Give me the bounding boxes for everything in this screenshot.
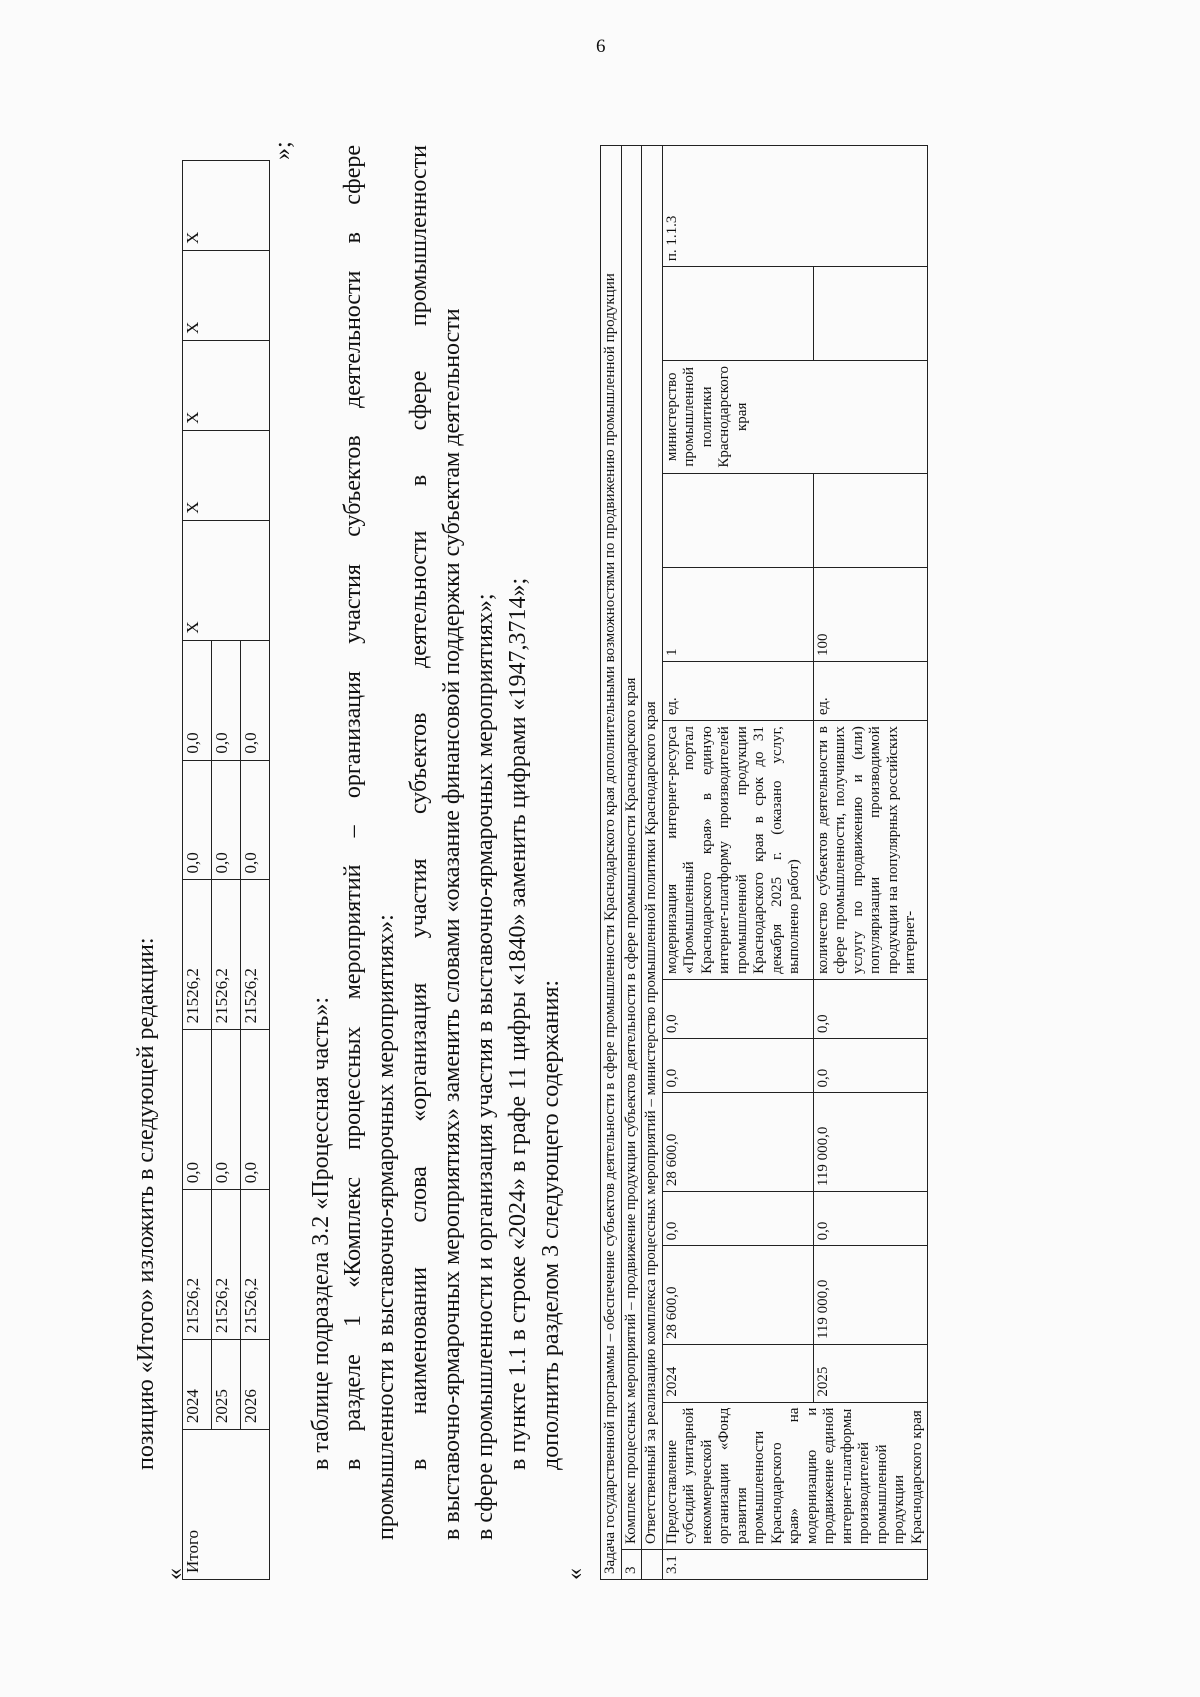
item-name: Предоставление субсидий унитарной некоммерческой организации «Фонд развития промышленности Краснодарского края» на модернизацию и продвижение единой интернет-платформы производителей промышленной продукции Краснодарского края bbox=[662, 1402, 928, 1549]
executor-cell: министерство промышленной политики Краснодарского края bbox=[662, 360, 928, 473]
task-row bbox=[601, 146, 622, 1580]
paragraph-1: в таблице подраздела 3.2 «Процессная часть»: bbox=[308, 997, 334, 1470]
x-cell: X bbox=[183, 251, 270, 341]
page-number: 6 bbox=[596, 36, 606, 57]
value-cell: 119 000,0 bbox=[813, 1093, 927, 1192]
x-cell: X bbox=[183, 161, 270, 251]
year-cell: 2024 bbox=[662, 1345, 813, 1403]
task-cell: Задача государственной программы – обеспечение субъектов деятельности в сфере промышленности Краснодарского края дополнительными возможностями по продвижению промышленной продукции bbox=[601, 146, 622, 1580]
section-3-table bbox=[600, 145, 928, 1580]
value-cell: 0,0 bbox=[813, 1039, 927, 1093]
value-cell: 119 000,0 bbox=[813, 1246, 927, 1345]
rotated-content bbox=[130, 90, 1050, 1600]
value-cell: 0,0 bbox=[212, 640, 241, 760]
intro-text: позицию «Итого» изложить в следующей редакции: bbox=[133, 937, 159, 1470]
section-number: 3 bbox=[621, 1550, 642, 1580]
item-number: 3.1 bbox=[662, 1550, 928, 1580]
year-cell: 2026 bbox=[241, 1340, 270, 1430]
value-cell: 21526,2 bbox=[183, 880, 212, 1030]
value-cell: 0,0 bbox=[662, 979, 813, 1038]
paragraph-3b: в выставочно-ярмарочных мероприятиях» заменить словами «оказание финансовой поддержки субъектам деятельности bbox=[439, 308, 465, 1540]
paragraph-3c: в сфере промышленности и организация участия в выставочно-ярмарочных мероприятиях»; bbox=[472, 593, 498, 1540]
value-cell: 0,0 bbox=[813, 979, 927, 1038]
unit-cell: ед. bbox=[813, 661, 927, 720]
quote-open-2: « bbox=[562, 1568, 588, 1580]
x-cell: X bbox=[183, 340, 270, 430]
value-cell: 0,0 bbox=[183, 760, 212, 880]
value-cell: 0,0 bbox=[212, 1030, 241, 1190]
value-cell: 28 600,0 bbox=[662, 1093, 813, 1192]
x-cell: X bbox=[183, 520, 270, 640]
paragraph-3a: в наименовании слова «организация участия субъектов деятельности в сфере промышленности bbox=[406, 145, 432, 1470]
item-row bbox=[662, 146, 813, 1580]
x-cell: X bbox=[183, 430, 270, 520]
year-cell: 2025 bbox=[813, 1345, 927, 1403]
paragraph-2b: промышленности в выставочно-ярмарочных мероприятиях»: bbox=[373, 914, 399, 1540]
reference-cell: п. 1.1.3 bbox=[662, 146, 928, 267]
section-title: Комплекс процессных мероприятий – продвижение продукции субъектов деятельности в сфере промышленности Краснодарского края bbox=[621, 146, 642, 1550]
value-cell: 21526,2 bbox=[241, 880, 270, 1030]
value-cell: 0,0 bbox=[241, 640, 270, 760]
value-cell: 0,0 bbox=[183, 640, 212, 760]
value-cell: 21526,2 bbox=[212, 880, 241, 1030]
paragraph-4: в пункте 1.1 в строке «2024» в графе 11 цифры «1840» заменить цифрами «1947,3714»; bbox=[505, 577, 531, 1470]
responsible-cell: Ответственный за реализацию комплекса процессных мероприятий – министерство промышленной политики Краснодарского края bbox=[642, 146, 663, 1550]
year-cell: 2024 bbox=[183, 1340, 212, 1430]
value-cell: 0,0 bbox=[212, 760, 241, 880]
paragraph-5: дополнить разделом 3 следующего содержания: bbox=[538, 979, 564, 1470]
value-cell: 0,0 bbox=[241, 760, 270, 880]
value-cell: 0,0 bbox=[813, 1192, 927, 1246]
value-cell: 21526,2 bbox=[241, 1190, 270, 1340]
totals-row bbox=[183, 161, 212, 1580]
section-row bbox=[621, 146, 642, 1580]
value-cell: 28 600,0 bbox=[662, 1246, 813, 1345]
result-cell: модернизация интернет-ресурса «Промышленный портал Краснодарского края» в единую интернет-платформу производителей промышленной продукции Краснодарского края в срок до 31 декабря 2025 г. (оказано услуг, выполнено работ) bbox=[662, 721, 813, 980]
paragraph-2a: в разделе 1 «Комплекс процессных мероприятий – организация участия субъектов деятельности в сфере bbox=[340, 145, 366, 1470]
value-cell: 21526,2 bbox=[212, 1190, 241, 1340]
value-cell: 0,0 bbox=[183, 1030, 212, 1190]
year-cell: 2025 bbox=[212, 1340, 241, 1430]
unit-cell: ед. bbox=[662, 661, 813, 720]
target-value: 100 bbox=[813, 567, 927, 661]
target-value: 1 bbox=[662, 567, 813, 661]
responsible-row bbox=[642, 146, 663, 1580]
totals-label: Итого bbox=[183, 1430, 270, 1580]
value-cell: 0,0 bbox=[662, 1039, 813, 1093]
value-cell: 0,0 bbox=[241, 1030, 270, 1190]
quote-open-1: « bbox=[162, 1568, 188, 1580]
value-cell: 21526,2 bbox=[183, 1190, 212, 1340]
value-cell: 0,0 bbox=[662, 1192, 813, 1246]
result-cell: количество субъектов деятельности в сфере промышленности, получивших услугу по продвижению и (или) популяризации производимой продукции на популярных российских интернет- bbox=[813, 721, 927, 980]
totals-table bbox=[182, 160, 270, 1580]
end-quote: »; bbox=[270, 141, 296, 160]
